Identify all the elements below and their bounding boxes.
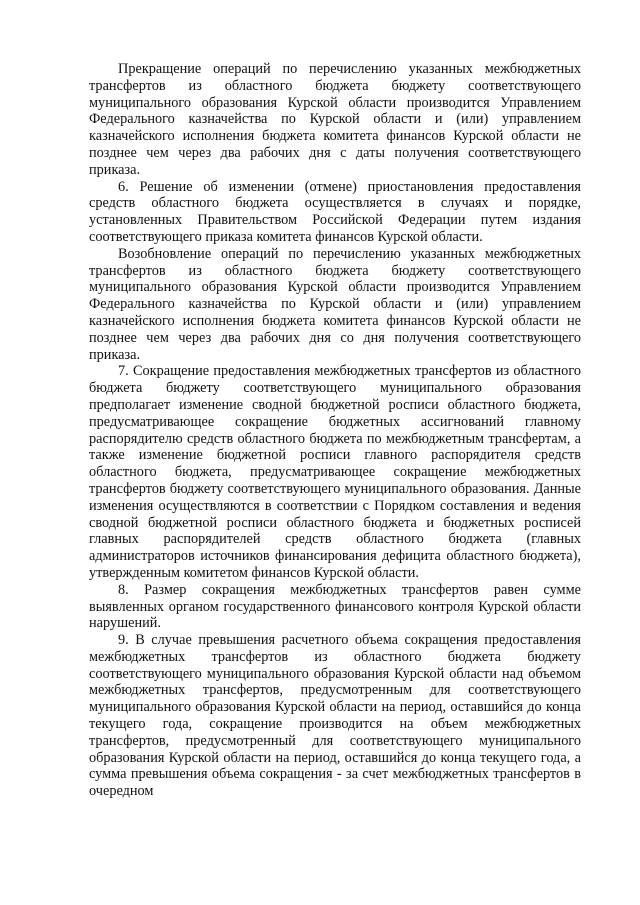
paragraph-8-reduction-size: 8. Размер сокращения межбюджетных трансфертов равен сумме выявленных органом государственного финансового контроля Курской области нарушений. (89, 581, 581, 632)
paragraph-resumption-operations: Возобновление операций по перечислению указанных межбюджетных трансфертов из областного бюджета бюджету соответствующего муниципального образования Курской области производится Управлением Федерального казначейства по Курской области и (или) управлением казначейского исполнения бюджета комитета финансов Курской области не позднее чем через два рабочих дня со дня получения соответствующего приказа. (89, 245, 581, 363)
paragraph-termination-operations: Прекращение операций по перечислению указанных межбюджетных трансфертов из областного бюджета бюджету соответствующего муниципального образования Курской области производится Управлением Федерального казначейства по Курской области и (или) управлением казначейского исполнения бюджета комитета финансов Курской области не позднее чем через два рабочих дня с даты получения соответствующего приказа. (89, 61, 581, 178)
paragraph-6-suspension-change: 6. Решение об изменении (отмене) приостановления предоставления средств областного бюджета осуществляется в случаях и порядке, установленных Правительством Российской Федерации путем издания соответствующего приказа комитета финансов Курской области. (89, 178, 581, 245)
document-page (89, 61, 581, 800)
paragraph-7-reduction: 7. Сокращение предоставления межбюджетных трансфертов из областного бюджета бюджету соответствующего муниципального образования предполагает изменение сводной бюджетной росписи областного бюджета, предусматривающее сокращение бюджетных ассигнований главному распорядителю средств областного бюджета по межбюджетным трансфертам, а также изменение бюджетной росписи главного распорядителя средств областного бюджета, предусматривающее сокращение межбюджетных трансфертов бюджету соответствующего муниципального образования. Данные изменения осуществляются в соответствии с Порядком составления и ведения сводной бюджетной росписи областного бюджета и бюджетных росписей главных распорядителей средств областного бюджета (главных администраторов источников финансирования дефицита областного бюджета), утвержденным комитетом финансов Курской области. (89, 363, 581, 581)
paragraph-9-excess-reduction: 9. В случае превышения расчетного объема сокращения предоставления межбюджетных трансфертов из областного бюджета бюджету соответствующего муниципального образования Курской области над объемом межбюджетных трансфертов, предусмотренным для соответствующего муниципального образования Курской области на период, оставшийся до конца текущего года, сокращение производится на объем межбюджетных трансфертов, предусмотренный для соответствующего муниципального образования Курской области на период, оставшийся до конца текущего года, а сумма превышения объема сокращения - за счет межбюджетных трансфертов в очередном (89, 632, 581, 800)
